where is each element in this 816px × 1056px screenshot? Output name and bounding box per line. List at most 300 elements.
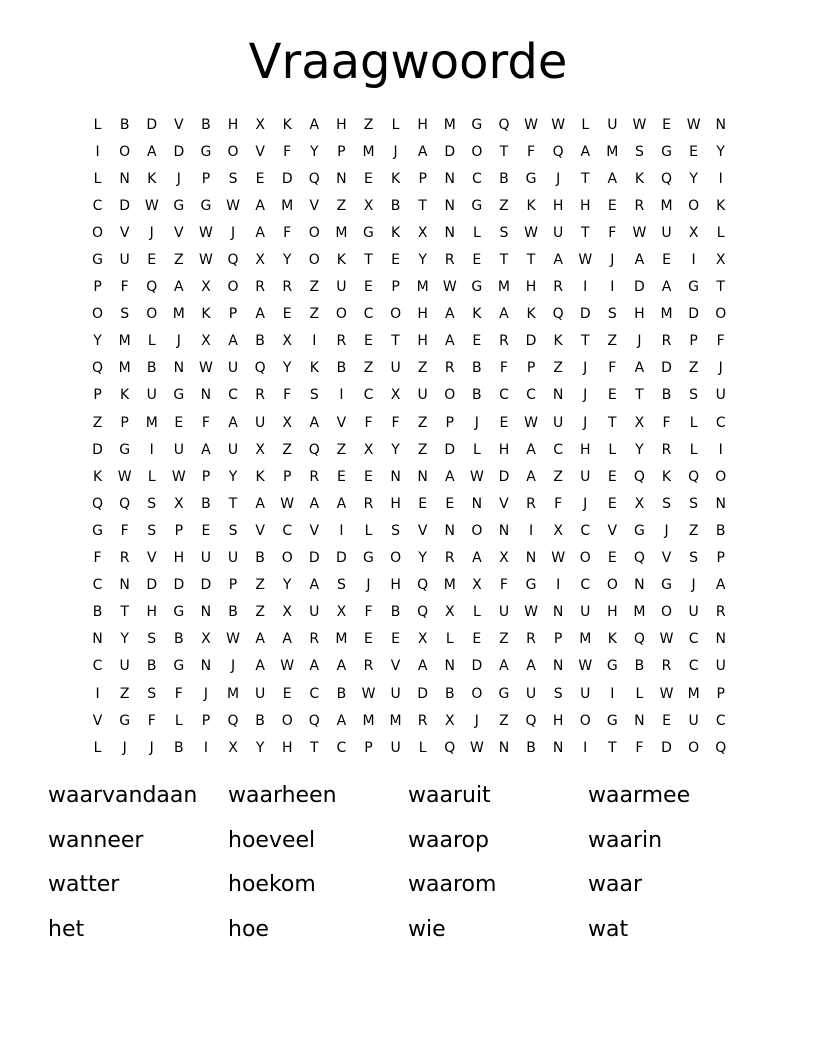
grid-cell[interactable]: V	[607, 522, 618, 539]
grid-cell[interactable]: P	[716, 550, 725, 567]
grid-cell[interactable]: X	[336, 604, 347, 621]
grid-cell[interactable]: Q	[715, 739, 727, 756]
grid-cell[interactable]: G	[688, 279, 700, 296]
grid-cell[interactable]: G	[525, 577, 537, 594]
grid-cell[interactable]: T	[364, 252, 373, 269]
grid-cell[interactable]: D	[444, 441, 456, 458]
grid-cell[interactable]: W	[171, 468, 186, 485]
grid-cell[interactable]: J	[583, 414, 588, 431]
grid-cell[interactable]: L	[418, 739, 427, 756]
grid-cell[interactable]: T	[228, 495, 238, 512]
grid-cell[interactable]: W	[469, 739, 484, 756]
grid-cell[interactable]: K	[390, 224, 401, 241]
grid-cell[interactable]: A	[336, 712, 347, 729]
grid-cell[interactable]: C	[499, 387, 509, 404]
grid-cell[interactable]: A	[255, 224, 265, 241]
grid-cell[interactable]: M	[362, 143, 375, 160]
grid-cell[interactable]: U	[309, 604, 320, 621]
grid-cell[interactable]: Y	[635, 441, 644, 458]
grid-cell[interactable]: N	[498, 522, 510, 539]
grid-cell[interactable]: C	[92, 577, 103, 594]
grid-cell[interactable]: D	[119, 197, 131, 214]
grid-cell[interactable]: G	[92, 522, 103, 539]
grid-cell[interactable]: Q	[444, 739, 456, 756]
grid-cell[interactable]: H	[227, 116, 239, 133]
grid-cell[interactable]: H	[336, 116, 347, 133]
grid-cell[interactable]: A	[309, 577, 320, 594]
grid-cell[interactable]: R	[526, 631, 536, 648]
grid-cell[interactable]: O	[444, 387, 456, 404]
grid-cell[interactable]: R	[444, 360, 455, 377]
grid-cell[interactable]: J	[610, 252, 615, 269]
grid-cell[interactable]: A	[472, 550, 482, 567]
grid-cell[interactable]: Y	[310, 143, 319, 160]
grid-cell[interactable]: U	[580, 604, 591, 621]
grid-cell[interactable]: Q	[308, 170, 320, 187]
grid-cell[interactable]: A	[255, 495, 265, 512]
grid-cell[interactable]: X	[688, 224, 699, 241]
grid-cell[interactable]: W	[524, 116, 538, 133]
grid-cell[interactable]: Z	[363, 116, 374, 133]
grid-cell[interactable]: J	[366, 577, 371, 594]
grid-cell[interactable]: Y	[282, 360, 292, 377]
grid-cell[interactable]: F	[120, 279, 129, 296]
grid-cell[interactable]: A	[499, 658, 509, 675]
grid-cell[interactable]: U	[119, 658, 130, 675]
grid-cell[interactable]: F	[364, 414, 373, 431]
grid-cell[interactable]: O	[308, 252, 320, 269]
grid-cell[interactable]: Z	[336, 441, 347, 458]
grid-cell[interactable]: H	[552, 197, 564, 214]
grid-cell[interactable]: O	[281, 712, 293, 729]
grid-cell[interactable]: N	[119, 170, 130, 187]
grid-cell[interactable]: F	[608, 360, 617, 377]
grid-cell[interactable]: V	[255, 522, 265, 539]
grid-cell[interactable]: O	[688, 197, 700, 214]
grid-cell[interactable]: E	[282, 685, 292, 702]
grid-cell[interactable]: N	[552, 739, 564, 756]
grid-cell[interactable]: I	[95, 143, 100, 160]
grid-cell[interactable]: A	[309, 116, 320, 133]
grid-cell[interactable]: I	[718, 170, 723, 187]
grid-cell[interactable]: K	[282, 116, 292, 133]
grid-cell[interactable]: K	[634, 170, 645, 187]
grid-cell[interactable]: A	[417, 143, 428, 160]
grid-cell[interactable]: K	[472, 306, 482, 323]
grid-cell[interactable]: Y	[120, 631, 129, 648]
grid-cell[interactable]: V	[92, 712, 103, 729]
grid-cell[interactable]: F	[635, 739, 644, 756]
grid-cell[interactable]: Z	[417, 414, 428, 431]
grid-cell[interactable]: W	[632, 224, 647, 241]
grid-cell[interactable]: Z	[688, 522, 699, 539]
grid-cell[interactable]: E	[607, 197, 617, 214]
grid-cell[interactable]: K	[309, 360, 319, 377]
grid-cell[interactable]: E	[147, 252, 157, 269]
grid-cell[interactable]: I	[610, 279, 615, 296]
grid-cell[interactable]: N	[471, 495, 483, 512]
grid-cell[interactable]: N	[552, 387, 564, 404]
grid-cell[interactable]: B	[228, 604, 238, 621]
grid-cell[interactable]: N	[119, 577, 130, 594]
grid-cell[interactable]: A	[634, 360, 645, 377]
grid-cell[interactable]: U	[715, 387, 726, 404]
grid-cell[interactable]: P	[553, 631, 563, 648]
grid-cell[interactable]: O	[688, 739, 700, 756]
grid-cell[interactable]: U	[580, 468, 591, 485]
grid-cell[interactable]: G	[606, 658, 618, 675]
grid-cell[interactable]: N	[336, 170, 347, 187]
grid-cell[interactable]: M	[335, 224, 348, 241]
grid-cell[interactable]: X	[553, 522, 563, 539]
grid-cell[interactable]: J	[203, 685, 208, 702]
grid-cell[interactable]: E	[472, 333, 482, 350]
grid-cell[interactable]: B	[119, 116, 130, 133]
grid-cell[interactable]: R	[119, 550, 130, 567]
grid-cell[interactable]: I	[339, 387, 344, 404]
grid-cell[interactable]: X	[472, 577, 482, 594]
grid-cell[interactable]: W	[199, 252, 213, 269]
grid-cell[interactable]: C	[228, 387, 238, 404]
grid-cell[interactable]: D	[200, 577, 212, 594]
grid-cell[interactable]: U	[173, 441, 184, 458]
grid-cell[interactable]: L	[147, 333, 156, 350]
grid-cell[interactable]: Z	[309, 279, 320, 296]
grid-cell[interactable]: G	[363, 550, 374, 567]
grid-cell[interactable]: G	[119, 712, 131, 729]
grid-cell[interactable]: L	[689, 441, 698, 458]
grid-cell[interactable]: Z	[553, 468, 563, 485]
grid-cell[interactable]: Z	[92, 414, 103, 431]
grid-cell[interactable]: R	[634, 197, 645, 214]
grid-cell[interactable]: N	[715, 116, 726, 133]
grid-cell[interactable]: L	[608, 441, 617, 458]
grid-cell[interactable]: A	[146, 143, 157, 160]
grid-cell[interactable]: Y	[391, 441, 400, 458]
grid-cell[interactable]: E	[689, 143, 699, 160]
grid-cell[interactable]: Q	[308, 712, 320, 729]
grid-cell[interactable]: F	[554, 495, 563, 512]
grid-cell[interactable]: J	[393, 143, 398, 160]
grid-cell[interactable]: L	[445, 631, 454, 648]
grid-cell[interactable]: K	[92, 468, 103, 485]
grid-cell[interactable]: W	[280, 495, 295, 512]
grid-cell[interactable]: R	[363, 495, 374, 512]
grid-cell[interactable]: C	[336, 739, 347, 756]
grid-cell[interactable]: E	[364, 170, 373, 187]
grid-cell[interactable]: K	[336, 252, 346, 269]
grid-cell[interactable]: E	[201, 522, 211, 539]
grid-cell[interactable]: N	[444, 522, 455, 539]
grid-cell[interactable]: Q	[308, 441, 320, 458]
grid-cell[interactable]: E	[607, 468, 617, 485]
grid-cell[interactable]: U	[227, 360, 239, 377]
grid-cell[interactable]: N	[444, 224, 455, 241]
grid-cell[interactable]: W	[578, 252, 593, 269]
grid-cell[interactable]: W	[117, 468, 132, 485]
grid-cell[interactable]: Z	[607, 333, 618, 350]
grid-cell[interactable]: Q	[688, 468, 700, 485]
grid-cell[interactable]: B	[201, 116, 211, 133]
grid-cell[interactable]: H	[498, 441, 510, 458]
grid-cell[interactable]: Q	[498, 116, 510, 133]
grid-cell[interactable]: D	[173, 143, 185, 160]
grid-cell[interactable]: W	[442, 279, 457, 296]
grid-cell[interactable]: M	[389, 712, 402, 729]
grid-cell[interactable]: W	[659, 631, 674, 648]
grid-cell[interactable]: A	[255, 658, 265, 675]
grid-cell[interactable]: A	[526, 658, 536, 675]
grid-cell[interactable]: U	[227, 441, 239, 458]
grid-cell[interactable]: M	[497, 279, 510, 296]
grid-cell[interactable]: B	[472, 387, 482, 404]
grid-cell[interactable]: Q	[92, 360, 104, 377]
grid-cell[interactable]: C	[363, 387, 374, 404]
grid-cell[interactable]: U	[336, 279, 347, 296]
grid-cell[interactable]: C	[688, 631, 699, 648]
grid-cell[interactable]: T	[635, 387, 644, 404]
grid-cell[interactable]: Z	[499, 631, 509, 648]
grid-cell[interactable]: P	[228, 306, 238, 323]
grid-cell[interactable]: K	[390, 170, 401, 187]
grid-cell[interactable]: H	[417, 116, 428, 133]
grid-cell[interactable]: R	[363, 658, 374, 675]
grid-cell[interactable]: N	[552, 658, 564, 675]
grid-cell[interactable]: F	[527, 143, 536, 160]
grid-cell[interactable]: B	[255, 333, 265, 350]
grid-cell[interactable]: S	[147, 685, 157, 702]
grid-cell[interactable]: U	[525, 685, 537, 702]
grid-cell[interactable]: S	[147, 495, 157, 512]
grid-cell[interactable]: B	[201, 495, 211, 512]
grid-cell[interactable]: H	[173, 550, 185, 567]
grid-cell[interactable]: F	[283, 143, 292, 160]
grid-cell[interactable]: M	[118, 333, 131, 350]
grid-cell[interactable]: N	[444, 197, 455, 214]
grid-cell[interactable]: T	[120, 604, 129, 621]
grid-cell[interactable]: C	[715, 414, 726, 431]
grid-cell[interactable]: F	[147, 712, 156, 729]
grid-cell[interactable]: N	[525, 550, 537, 567]
grid-cell[interactable]: B	[336, 360, 347, 377]
grid-cell[interactable]: P	[201, 712, 211, 729]
grid-cell[interactable]: H	[634, 306, 645, 323]
grid-cell[interactable]: Y	[282, 577, 292, 594]
grid-cell[interactable]: Y	[282, 252, 292, 269]
grid-cell[interactable]: B	[634, 658, 645, 675]
grid-cell[interactable]: U	[498, 604, 510, 621]
grid-cell[interactable]: M	[443, 116, 456, 133]
grid-cell[interactable]: P	[364, 739, 373, 756]
grid-cell[interactable]: V	[499, 495, 509, 512]
grid-cell[interactable]: T	[580, 170, 590, 187]
grid-cell[interactable]: Z	[417, 360, 428, 377]
grid-cell[interactable]: R	[553, 279, 563, 296]
grid-cell[interactable]: U	[688, 712, 699, 729]
grid-cell[interactable]: S	[309, 387, 319, 404]
grid-cell[interactable]: L	[147, 468, 156, 485]
grid-cell[interactable]: X	[255, 116, 265, 133]
grid-cell[interactable]: Z	[255, 577, 265, 594]
grid-cell[interactable]: Z	[282, 441, 292, 458]
grid-cell[interactable]: X	[390, 387, 401, 404]
grid-cell[interactable]: D	[336, 550, 347, 567]
grid-cell[interactable]: B	[444, 685, 455, 702]
grid-cell[interactable]: L	[689, 414, 698, 431]
grid-cell[interactable]: A	[309, 414, 320, 431]
grid-cell[interactable]: W	[199, 224, 213, 241]
grid-cell[interactable]: F	[391, 414, 400, 431]
grid-cell[interactable]: L	[93, 739, 102, 756]
grid-cell[interactable]: P	[418, 170, 427, 187]
grid-cell[interactable]: A	[228, 333, 238, 350]
grid-cell[interactable]: E	[418, 495, 428, 512]
grid-cell[interactable]: V	[174, 224, 184, 241]
grid-cell[interactable]: H	[579, 441, 591, 458]
grid-cell[interactable]: H	[390, 577, 401, 594]
grid-cell[interactable]: D	[661, 360, 672, 377]
grid-cell[interactable]: H	[390, 495, 401, 512]
grid-cell[interactable]: U	[390, 360, 401, 377]
grid-cell[interactable]: X	[363, 197, 374, 214]
grid-cell[interactable]: R	[336, 333, 347, 350]
grid-cell[interactable]: X	[201, 279, 211, 296]
grid-cell[interactable]: Q	[633, 550, 645, 567]
grid-cell[interactable]: W	[524, 414, 538, 431]
grid-cell[interactable]: I	[610, 685, 615, 702]
grid-cell[interactable]: B	[390, 604, 401, 621]
grid-cell[interactable]: R	[661, 658, 672, 675]
grid-cell[interactable]: J	[583, 360, 588, 377]
grid-cell[interactable]: J	[718, 360, 723, 377]
grid-cell[interactable]: X	[715, 252, 726, 269]
grid-cell[interactable]: H	[417, 333, 428, 350]
grid-cell[interactable]: J	[637, 333, 642, 350]
grid-cell[interactable]: Z	[417, 441, 428, 458]
grid-cell[interactable]: V	[661, 550, 672, 567]
grid-cell[interactable]: B	[146, 360, 157, 377]
grid-cell[interactable]: J	[474, 414, 479, 431]
grid-cell[interactable]: A	[309, 658, 320, 675]
grid-cell[interactable]: L	[635, 685, 644, 702]
grid-cell[interactable]: W	[686, 116, 701, 133]
grid-cell[interactable]: G	[471, 279, 483, 296]
grid-cell[interactable]: T	[391, 333, 400, 350]
grid-cell[interactable]: S	[634, 143, 644, 160]
grid-cell[interactable]: I	[95, 685, 100, 702]
grid-cell[interactable]: N	[444, 170, 455, 187]
grid-cell[interactable]: M	[335, 631, 348, 648]
grid-cell[interactable]: G	[200, 197, 212, 214]
grid-cell[interactable]: Q	[119, 495, 131, 512]
grid-cell[interactable]: V	[309, 197, 320, 214]
grid-cell[interactable]: E	[391, 252, 400, 269]
grid-cell[interactable]: N	[715, 495, 726, 512]
grid-cell[interactable]: F	[93, 550, 102, 567]
grid-cell[interactable]: G	[119, 441, 131, 458]
grid-cell[interactable]: O	[471, 522, 483, 539]
grid-cell[interactable]: H	[146, 604, 157, 621]
grid-cell[interactable]: F	[608, 224, 617, 241]
grid-cell[interactable]: R	[444, 550, 455, 567]
grid-cell[interactable]: K	[716, 197, 726, 214]
grid-cell[interactable]: J	[176, 170, 181, 187]
grid-cell[interactable]: F	[662, 414, 671, 431]
grid-cell[interactable]: A	[174, 279, 184, 296]
grid-cell[interactable]: D	[417, 685, 429, 702]
grid-cell[interactable]: Q	[92, 495, 104, 512]
grid-cell[interactable]: J	[556, 170, 561, 187]
grid-cell[interactable]: P	[526, 360, 536, 377]
grid-cell[interactable]: D	[92, 441, 103, 458]
grid-cell[interactable]: B	[526, 739, 536, 756]
grid-cell[interactable]: O	[281, 550, 293, 567]
grid-cell[interactable]: Z	[688, 360, 699, 377]
grid-cell[interactable]: T	[310, 739, 319, 756]
grid-cell[interactable]: J	[230, 224, 236, 241]
grid-cell[interactable]: M	[226, 685, 240, 702]
grid-cell[interactable]: P	[716, 685, 725, 702]
grid-cell[interactable]: A	[444, 468, 455, 485]
grid-cell[interactable]: E	[364, 468, 373, 485]
grid-cell[interactable]: J	[691, 577, 696, 594]
grid-cell[interactable]: K	[553, 333, 563, 350]
grid-cell[interactable]: V	[174, 116, 184, 133]
grid-cell[interactable]: C	[92, 658, 103, 675]
grid-cell[interactable]: O	[308, 224, 320, 241]
grid-cell[interactable]: E	[662, 252, 671, 269]
grid-cell[interactable]: E	[364, 279, 373, 296]
grid-cell[interactable]: M	[145, 414, 158, 431]
grid-cell[interactable]: W	[632, 116, 647, 133]
grid-cell[interactable]: L	[581, 116, 590, 133]
grid-cell[interactable]: N	[444, 658, 455, 675]
grid-cell[interactable]: I	[691, 252, 696, 269]
grid-cell[interactable]: Q	[552, 143, 564, 160]
grid-cell[interactable]: V	[309, 522, 320, 539]
grid-cell[interactable]: G	[606, 712, 618, 729]
grid-cell[interactable]: L	[716, 224, 725, 241]
grid-cell[interactable]: X	[444, 604, 455, 621]
grid-cell[interactable]: K	[120, 387, 130, 404]
grid-cell[interactable]: Z	[255, 604, 265, 621]
grid-cell[interactable]: H	[552, 712, 564, 729]
grid-cell[interactable]: O	[227, 143, 239, 160]
grid-cell[interactable]: F	[716, 333, 725, 350]
grid-cell[interactable]: O	[579, 712, 591, 729]
grid-cell[interactable]: S	[147, 631, 157, 648]
grid-cell[interactable]: U	[227, 550, 239, 567]
grid-cell[interactable]: O	[715, 468, 727, 485]
grid-cell[interactable]: J	[230, 658, 236, 675]
grid-cell[interactable]: A	[228, 414, 238, 431]
grid-cell[interactable]: M	[660, 306, 673, 323]
grid-cell[interactable]: L	[93, 116, 102, 133]
grid-cell[interactable]: U	[119, 252, 130, 269]
grid-cell[interactable]: O	[92, 306, 104, 323]
grid-cell[interactable]: H	[607, 604, 618, 621]
grid-cell[interactable]: N	[552, 604, 564, 621]
grid-cell[interactable]: O	[661, 604, 673, 621]
grid-cell[interactable]: G	[173, 658, 185, 675]
grid-cell[interactable]: L	[391, 116, 400, 133]
grid-cell[interactable]: G	[471, 116, 483, 133]
grid-cell[interactable]: V	[146, 550, 157, 567]
grid-cell[interactable]: X	[255, 441, 265, 458]
grid-cell[interactable]: Z	[174, 252, 184, 269]
grid-cell[interactable]: X	[174, 495, 184, 512]
grid-cell[interactable]: I	[528, 522, 534, 539]
